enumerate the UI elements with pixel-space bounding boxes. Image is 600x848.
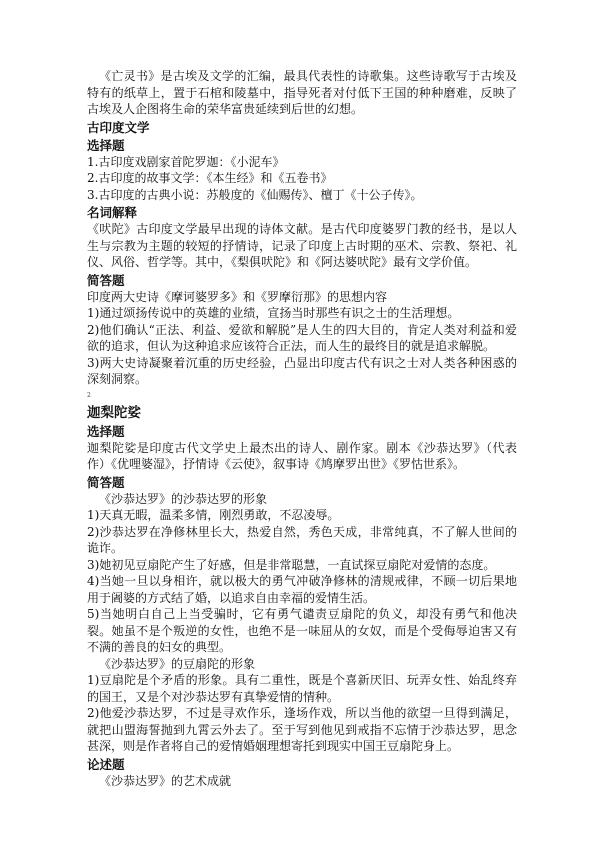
paragraph: 《沙恭达罗》的豆扇陀的形象 xyxy=(99,656,256,671)
paragraph: 2)他爱沙恭达罗，不过是寻欢作乐，逢场作戏，所以当他的欲望一旦得到满足，就把山盟海誓抛到九霄云外去了。至于写到他见到戒指不忘情于沙恭达罗，思念甚深，则是作者将自己的爱情婚姻理想寄托到现实中国王豆扇陀身上。 xyxy=(87,706,517,753)
paragraph: 2)沙恭达罗在净修林里长大，热爱自然，秀色天成，非常纯真，不了解人世间的诡诈。 xyxy=(87,524,517,555)
paragraph: 印度两大史诗《摩诃婆罗多》和《罗摩衍那》的思想内容 xyxy=(87,289,388,304)
section-heading: 选择题 xyxy=(87,137,125,153)
document-page xyxy=(87,68,517,789)
paragraph: 《沙恭达罗》的艺术成就 xyxy=(99,773,232,788)
paragraph: 《亡灵书》是古埃及文学的汇编，最具代表性的诗歌集。这些诗歌写于古埃及特有的纸草上，置于石棺和陵墓中，指导死者对付低下王国的种种磨难，反映了古埃及人企图将生命的荣华富贵延续到后世的幻想。 xyxy=(87,69,517,116)
paragraph: 2.古印度的故事文学：《本生经》和《五卷书》 xyxy=(87,171,333,185)
paragraph: 1)豆扇陀是个矛盾的形象。具有二重性，既是个喜新厌旧、玩弄女性、始乱终弃的国王，又是个对沙恭达罗有真挚爱情的情种。 xyxy=(87,673,517,704)
paragraph: 1)天真无暇，温柔多情，刚烈勇敢，不忍凌辱。 xyxy=(87,508,340,522)
paragraph: 4)当她一旦以身相许，就以极大的勇气冲破净修林的清规戒律，不顾一切后果地用于阇婆的方式结了婚，以追求自由幸福的爱情生活。 xyxy=(87,574,517,605)
paragraph: 1)通过颂扬传说中的英雄的业绩，宣扬当时那些有识之士的生活理想。 xyxy=(87,306,460,320)
paragraph: 1.古印度戏剧家首陀罗迦：《小泥车》 xyxy=(87,154,285,169)
page-number: 2 xyxy=(87,391,91,399)
section-heading: 迦梨陀娑 xyxy=(87,404,141,421)
section-heading: 选择题 xyxy=(87,423,125,439)
section-heading: 名词解释 xyxy=(87,205,138,220)
paragraph: 2)他们确认“正法、利益、爱欲和解脱”是人生的四大目的，肯定人类对利益和爱欲的追求，但认为这种追求应该符合正法，而人生的最终目的就是追求解脱。 xyxy=(87,322,517,353)
paragraph: 5)当她明白自己上当受骗时，它有勇气谴责豆扇陀的负义，却没有勇气和他决裂。她虽不是个叛逆的女性，也绝不是一味屈从的女奴，而是个受侮辱迫害又有不满的善良的妇女的典型。 xyxy=(87,607,517,654)
paragraph: 迦梨陀娑是印度古代文学史上最杰出的诗人、剧作家。剧本《沙恭达罗》（代表作）《优哩婆湿》，抒情诗《云使》，叙事诗《鸠摩罗出世》《罗怙世系》。 xyxy=(87,440,517,471)
section-heading: 简答题 xyxy=(87,272,125,288)
paragraph: 3.古印度的古典小说：苏般度的《仙赐传》、檀丁《十公子传》。 xyxy=(87,187,423,202)
paragraph: 《吠陀》古印度文学最早出现的诗体文献。是古代印度婆罗门教的经书，是以人生与宗教为主题的较短的抒情诗，记录了印度上古时期的巫术、宗教、祭祀、礼仪、风俗、哲学等。其中，《梨俱吠陀》和《阿达婆吠陀》最有文学价值。 xyxy=(87,222,517,269)
section-heading: 简答题 xyxy=(87,474,125,490)
paragraph: 3)她初见豆扇陀产生了好感，但是非常聪慧，一直试探豆扇陀对爱情的态度。 xyxy=(87,557,496,572)
paragraph: 3)两大史诗凝聚着沉重的历史经验，凸显出印度古代有识之士对人类各种困惑的深刻洞察。 xyxy=(87,355,517,386)
section-heading: 古印度文学 xyxy=(87,119,150,135)
section-heading: 论述题 xyxy=(87,756,125,772)
paragraph: 《沙恭达罗》的沙恭达罗的形象 xyxy=(99,491,268,506)
